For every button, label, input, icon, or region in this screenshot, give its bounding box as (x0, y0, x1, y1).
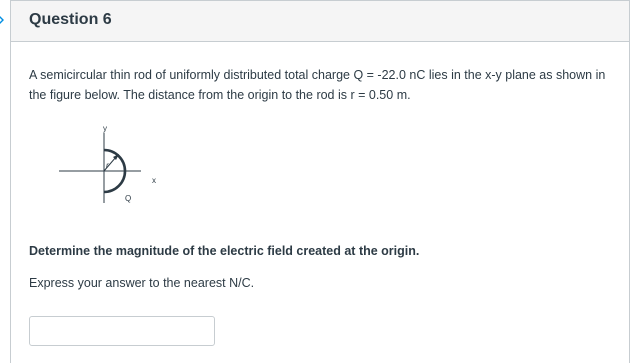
r-label: r (106, 161, 109, 170)
y-axis-label: y (103, 124, 107, 133)
question-header (11, 1, 629, 42)
semicircle-figure (53, 121, 163, 211)
x-axis-label: x (152, 176, 156, 185)
question-text: A semicircular thin rod of uniformly distributed total charge Q = -22.0 nC lies in the x-y plane as shown in the figure below. The distance from the origin to the rod is r = 0.50 m. (29, 68, 606, 102)
question-card (10, 0, 630, 363)
figure-diagram (53, 121, 163, 211)
question-title: Question 6 (29, 11, 112, 28)
answer-instruction: Express your answer to the nearest N/C. (29, 276, 255, 290)
chevron-right-icon (0, 15, 5, 25)
answer-input[interactable] (29, 316, 215, 346)
q-label: Q (125, 194, 132, 203)
question-prompt: Determine the magnitude of the electric field created at the origin. (29, 244, 420, 258)
